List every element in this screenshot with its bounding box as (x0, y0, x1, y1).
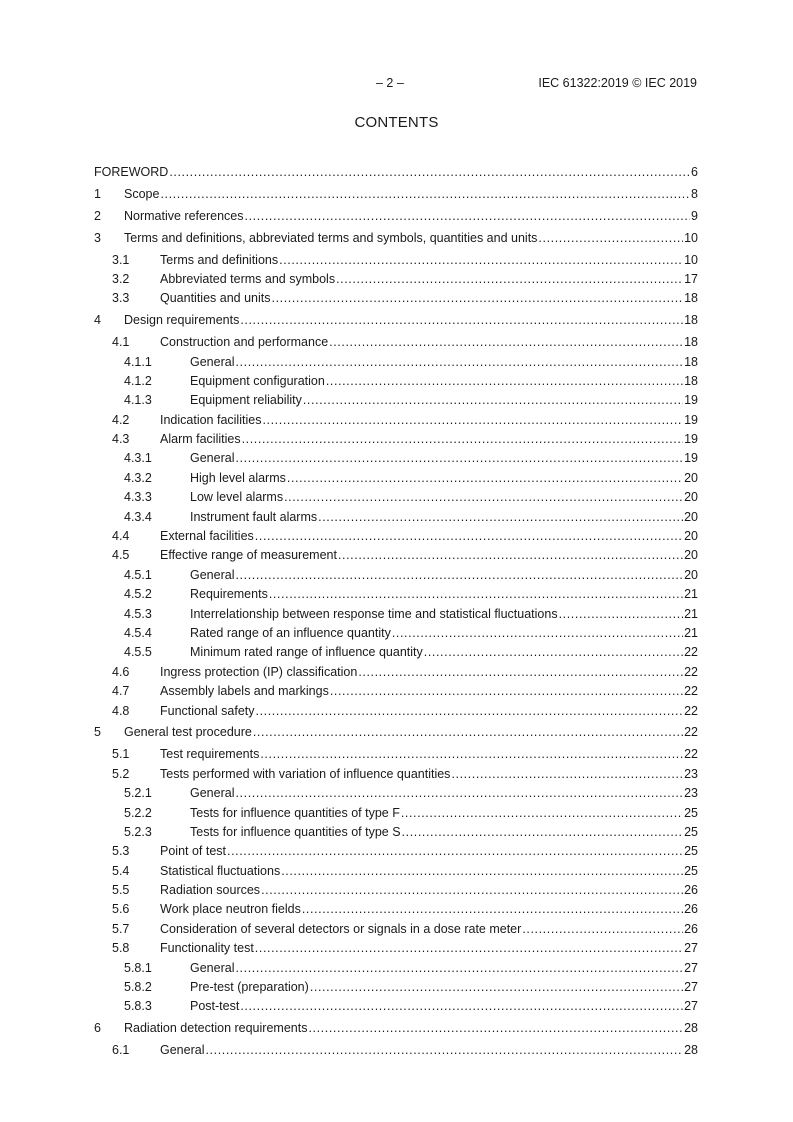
dot-leader (451, 765, 683, 784)
toc-entry-title[interactable]: Functionality test (160, 941, 254, 956)
dot-leader (256, 702, 684, 721)
toc-entry-page[interactable]: 20 (684, 490, 698, 505)
toc-entry[interactable] (94, 353, 698, 372)
toc-entry-page[interactable]: 10 (684, 252, 698, 267)
toc-entry[interactable] (94, 823, 698, 842)
toc-entry[interactable] (94, 702, 698, 721)
toc-entry[interactable] (94, 207, 698, 226)
dot-leader (392, 624, 683, 643)
toc-entry-number: 5.2.2 (124, 805, 152, 820)
toc-entry[interactable] (94, 270, 698, 289)
toc-entry[interactable] (94, 881, 698, 900)
toc-entry-number: 6.1 (112, 1043, 130, 1058)
toc-entry[interactable] (94, 508, 698, 527)
toc-entry-page[interactable]: 9 (691, 208, 698, 223)
toc-entry-number: 5.8.1 (124, 960, 152, 975)
toc-entry-number: 4.5.5 (124, 645, 152, 660)
toc-entry-number: 5 (94, 725, 101, 740)
toc-entry-page[interactable]: 19 (684, 432, 698, 447)
toc-entry-number: 4.5.4 (124, 625, 152, 640)
toc-entry-page[interactable]: 10 (684, 230, 698, 245)
toc-entry-number: 2 (94, 208, 101, 223)
toc-entry[interactable] (94, 469, 698, 488)
toc-entry-number: 4 (94, 313, 101, 328)
toc-entry[interactable] (94, 997, 698, 1016)
toc-entry-page[interactable]: 23 (684, 786, 698, 801)
toc-entry-title[interactable]: Tests for influence quantities of type S (190, 824, 401, 839)
toc-entry-title[interactable]: Radiation sources (160, 883, 261, 898)
toc-entry-page[interactable]: 19 (684, 412, 698, 427)
standard-reference: IEC 61322:2019 © IEC 2019 (538, 76, 697, 90)
toc-entry-title[interactable]: Low level alarms (190, 490, 284, 505)
toc-entry[interactable] (94, 1041, 698, 1060)
toc-entry-page[interactable]: 26 (684, 902, 698, 917)
dot-leader (284, 488, 683, 507)
toc-entry-title[interactable]: Pre-test (preparation) (190, 980, 309, 995)
toc-entry[interactable] (94, 663, 698, 682)
toc-entry-page[interactable]: 19 (684, 451, 698, 466)
toc-entry-page[interactable]: 28 (684, 1043, 698, 1058)
dot-leader (235, 959, 683, 978)
dot-leader (310, 978, 683, 997)
toc-entry-page[interactable]: 21 (684, 587, 698, 602)
toc-entry[interactable] (94, 566, 698, 585)
dot-leader (262, 411, 683, 430)
dot-leader (559, 605, 684, 624)
dot-leader (240, 311, 683, 330)
toc-entry-page[interactable]: 6 (691, 165, 698, 179)
toc-entry-page[interactable]: 27 (684, 960, 698, 975)
dot-leader (401, 804, 683, 823)
toc-entry-title[interactable]: Rated range of an influence quantity (190, 625, 391, 640)
toc-entry[interactable] (94, 163, 698, 182)
toc-entry[interactable] (94, 527, 698, 546)
dot-leader (287, 469, 683, 488)
toc-entry[interactable] (94, 546, 698, 565)
toc-entry-page[interactable]: 27 (684, 999, 698, 1014)
dot-leader (240, 997, 683, 1016)
toc-entry-title[interactable]: General test procedure (124, 725, 252, 740)
dot-leader (245, 207, 691, 226)
toc-entry-title[interactable]: Post-test (190, 999, 240, 1014)
toc-entry-page[interactable]: 23 (684, 766, 698, 781)
toc-entry-page[interactable]: 18 (684, 335, 698, 350)
toc-entry-number: 5.5 (112, 883, 130, 898)
toc-entry[interactable] (94, 862, 698, 881)
toc-entry-page[interactable]: 20 (684, 470, 698, 485)
dot-leader (272, 289, 684, 308)
toc-entry-title[interactable]: Test requirements (160, 747, 260, 762)
dot-leader (255, 527, 683, 546)
toc-entry-title[interactable]: Tests performed with variation of influence quantities (160, 766, 451, 781)
dot-leader (255, 939, 683, 958)
toc-entry[interactable] (94, 978, 698, 997)
dot-leader (235, 449, 683, 468)
dot-leader (303, 391, 683, 410)
toc-entry[interactable] (94, 488, 698, 507)
toc-entry-page[interactable]: 25 (684, 805, 698, 820)
toc-entry-page[interactable]: 28 (684, 1021, 698, 1036)
toc-entry[interactable] (94, 765, 698, 784)
dot-leader (338, 546, 683, 565)
dot-leader (169, 163, 690, 182)
toc-entry-page[interactable]: 26 (684, 921, 698, 936)
toc-entry-title[interactable]: Normative references (124, 208, 244, 223)
toc-entry-title[interactable]: Work place neutron fields (160, 902, 301, 917)
dot-leader (402, 823, 684, 842)
toc-entry-number: 6 (94, 1021, 101, 1036)
toc-entry-number: 3.3 (112, 291, 130, 306)
page-number: – 2 – (376, 76, 404, 90)
toc-entry-title[interactable]: Tests for influence quantities of type F (190, 805, 400, 820)
toc-entry-page[interactable]: 25 (684, 824, 698, 839)
toc-entry[interactable] (94, 842, 698, 861)
toc-entry-number: 4.3.3 (124, 490, 152, 505)
toc-entry-page[interactable]: 25 (684, 863, 698, 878)
toc-entry-number: 4.3.2 (124, 470, 152, 485)
toc-entry[interactable] (94, 784, 698, 803)
dot-leader (302, 900, 683, 919)
dot-leader (281, 862, 683, 881)
dot-leader (242, 430, 684, 449)
toc-entry-number: 4.3.1 (124, 451, 152, 466)
toc-entry-title[interactable]: External facilities (160, 529, 254, 544)
toc-entry-page[interactable]: 8 (691, 186, 698, 201)
toc-entry-title[interactable]: High level alarms (190, 470, 286, 485)
toc-entry-title[interactable]: General (190, 960, 235, 975)
toc-entry[interactable] (94, 311, 698, 330)
toc-entry-page[interactable]: 18 (684, 313, 698, 328)
toc-entry-page[interactable]: 27 (684, 980, 698, 995)
toc-entry-number: 4.3.4 (124, 509, 152, 524)
toc-entry-title[interactable]: Effective range of measurement (160, 548, 337, 563)
toc-entry-title[interactable]: Consideration of several detectors or signals in a dose rate meter (160, 921, 522, 936)
table-of-contents (94, 163, 698, 1061)
toc-entry[interactable] (94, 185, 698, 204)
toc-entry-number: 4.3 (112, 432, 130, 447)
dot-leader (329, 333, 683, 352)
toc-entry-title[interactable]: General (190, 786, 235, 801)
dot-leader (358, 663, 683, 682)
dot-leader (205, 1041, 683, 1060)
page-title: CONTENTS (354, 114, 439, 131)
toc-entry-number: 4.5.1 (124, 567, 152, 582)
toc-entry-title[interactable]: Indication facilities (160, 412, 262, 427)
toc-entry-title[interactable]: Design requirements (124, 313, 240, 328)
toc-entry-number: 1 (94, 186, 101, 201)
toc-entry-number: 3.2 (112, 271, 130, 286)
toc-entry-page[interactable]: 22 (684, 664, 698, 679)
dot-leader (261, 881, 683, 900)
toc-entry-number: 5.8 (112, 941, 130, 956)
toc-entry[interactable] (94, 372, 698, 391)
dot-leader (308, 1019, 683, 1038)
toc-entry-title[interactable]: Statistical fluctuations (160, 863, 281, 878)
dot-leader (260, 745, 683, 764)
toc-entry-number: 5.2.3 (124, 824, 152, 839)
dot-leader (227, 842, 683, 861)
dot-leader (318, 508, 683, 527)
toc-entry-number: 4.1 (112, 335, 130, 350)
toc-entry-title[interactable]: Terms and definitions, abbreviated terms and symbols, quantities and units (124, 230, 538, 245)
toc-entry-page[interactable]: 26 (684, 883, 698, 898)
dot-leader (253, 723, 683, 742)
toc-entry-number: 4.1.3 (124, 393, 152, 408)
toc-entry[interactable] (94, 643, 698, 662)
dot-leader (522, 920, 683, 939)
toc-entry-title[interactable]: Abbreviated terms and symbols (160, 271, 336, 286)
toc-entry-title[interactable]: General (190, 451, 235, 466)
toc-entry-title[interactable]: Scope (124, 186, 160, 201)
dot-leader (160, 185, 690, 204)
toc-entry-number: 5.6 (112, 902, 130, 917)
toc-entry-number: 3.1 (112, 252, 130, 267)
dot-leader (235, 353, 683, 372)
toc-entry[interactable] (94, 804, 698, 823)
toc-entry-page[interactable]: 22 (684, 684, 698, 699)
toc-entry[interactable] (94, 251, 698, 270)
toc-entry-title[interactable]: Requirements (190, 587, 268, 602)
toc-entry-page[interactable]: 18 (684, 291, 698, 306)
toc-entry-title[interactable]: Ingress protection (IP) classification (160, 664, 358, 679)
toc-entry-number: 4.2 (112, 412, 130, 427)
toc-entry[interactable] (94, 624, 698, 643)
toc-entry-page[interactable]: 18 (684, 354, 698, 369)
toc-entry-title[interactable]: Quantities and units (160, 291, 271, 306)
toc-entry-page[interactable]: 17 (684, 271, 698, 286)
toc-entry-number: 4.5.2 (124, 587, 152, 602)
toc-entry[interactable] (94, 229, 698, 248)
toc-entry-page[interactable]: 22 (684, 747, 698, 762)
toc-entry-number: 5.8.2 (124, 980, 152, 995)
toc-entry-title[interactable]: Instrument fault alarms (190, 509, 318, 524)
toc-entry-number: 5.7 (112, 921, 130, 936)
toc-entry-page[interactable]: 19 (684, 393, 698, 408)
toc-entry-title[interactable]: Radiation detection requirements (124, 1021, 308, 1036)
dot-leader (330, 682, 683, 701)
dot-leader (235, 784, 683, 803)
toc-entry-number: 4.6 (112, 664, 130, 679)
toc-entry-number: 5.2 (112, 766, 130, 781)
toc-entry-number: 4.5.3 (124, 606, 152, 621)
toc-entry[interactable] (94, 745, 698, 764)
toc-entry-title[interactable]: Functional safety (160, 703, 255, 718)
toc-entry-title[interactable]: Equipment reliability (190, 393, 302, 408)
toc-entry[interactable] (94, 391, 698, 410)
toc-entry[interactable] (94, 430, 698, 449)
toc-entry-page[interactable]: 22 (684, 725, 698, 740)
toc-entry-page[interactable]: 20 (684, 548, 698, 563)
toc-entry-page[interactable]: 18 (684, 373, 698, 388)
toc-entry-title[interactable]: Construction and performance (160, 335, 329, 350)
toc-entry[interactable] (94, 900, 698, 919)
toc-entry[interactable] (94, 449, 698, 468)
dot-leader (269, 585, 683, 604)
toc-entry-title[interactable]: Point of test (160, 844, 227, 859)
toc-entry-title[interactable]: Interrelationship between response time and statistical fluctuations (190, 606, 558, 621)
toc-entry-page[interactable]: 21 (684, 606, 698, 621)
toc-entry-number: 4.7 (112, 684, 130, 699)
toc-entry-number: 5.3 (112, 844, 130, 859)
toc-entry-title[interactable]: Equipment configuration (190, 373, 325, 388)
toc-entry-page[interactable]: 20 (684, 567, 698, 582)
toc-entry-page[interactable]: 25 (684, 844, 698, 859)
toc-entry-number: 4.8 (112, 703, 130, 718)
toc-entry-page[interactable]: 20 (684, 509, 698, 524)
toc-entry-number: 4.5 (112, 548, 130, 563)
toc-entry[interactable] (94, 723, 698, 742)
toc-entry[interactable] (94, 682, 698, 701)
toc-entry[interactable] (94, 411, 698, 430)
toc-entry-number: 3 (94, 230, 101, 245)
toc-entry[interactable] (94, 605, 698, 624)
toc-entry[interactable] (94, 939, 698, 958)
toc-entry-number: 5.1 (112, 747, 130, 762)
toc-entry-number: 5.8.3 (124, 999, 152, 1014)
toc-entry-title[interactable]: Assembly labels and markings (160, 684, 329, 699)
toc-entry[interactable] (94, 920, 698, 939)
toc-entry-title[interactable]: General (190, 354, 235, 369)
toc-entry-title[interactable]: General (190, 567, 235, 582)
toc-entry-number: 4.1.1 (124, 354, 152, 369)
toc-entry-number: 5.4 (112, 863, 130, 878)
dot-leader (326, 372, 683, 391)
toc-entry-title[interactable]: Alarm facilities (160, 432, 241, 447)
toc-entry[interactable] (94, 333, 698, 352)
toc-entry[interactable] (94, 585, 698, 604)
toc-entry-number: 4.4 (112, 529, 130, 544)
toc-entry[interactable] (94, 289, 698, 308)
dot-leader (538, 229, 683, 248)
toc-entry-number: 5.2.1 (124, 786, 152, 801)
toc-entry-number: 4.1.2 (124, 373, 152, 388)
toc-entry-title[interactable]: Minimum rated range of influence quantity (190, 645, 423, 660)
toc-entry[interactable] (94, 1019, 698, 1038)
toc-entry-page[interactable]: 20 (684, 529, 698, 544)
toc-entry-page[interactable]: 27 (684, 941, 698, 956)
dot-leader (235, 566, 683, 585)
dot-leader (424, 643, 683, 662)
dot-leader (279, 251, 683, 270)
toc-entry-page[interactable]: 22 (684, 645, 698, 660)
toc-entry-title[interactable]: FOREWORD (94, 165, 169, 179)
toc-entry-page[interactable]: 21 (684, 625, 698, 640)
dot-leader (336, 270, 683, 289)
toc-entry-title[interactable]: General (160, 1043, 205, 1058)
toc-entry[interactable] (94, 959, 698, 978)
toc-entry-title[interactable]: Terms and definitions (160, 252, 279, 267)
toc-entry-page[interactable]: 22 (684, 703, 698, 718)
